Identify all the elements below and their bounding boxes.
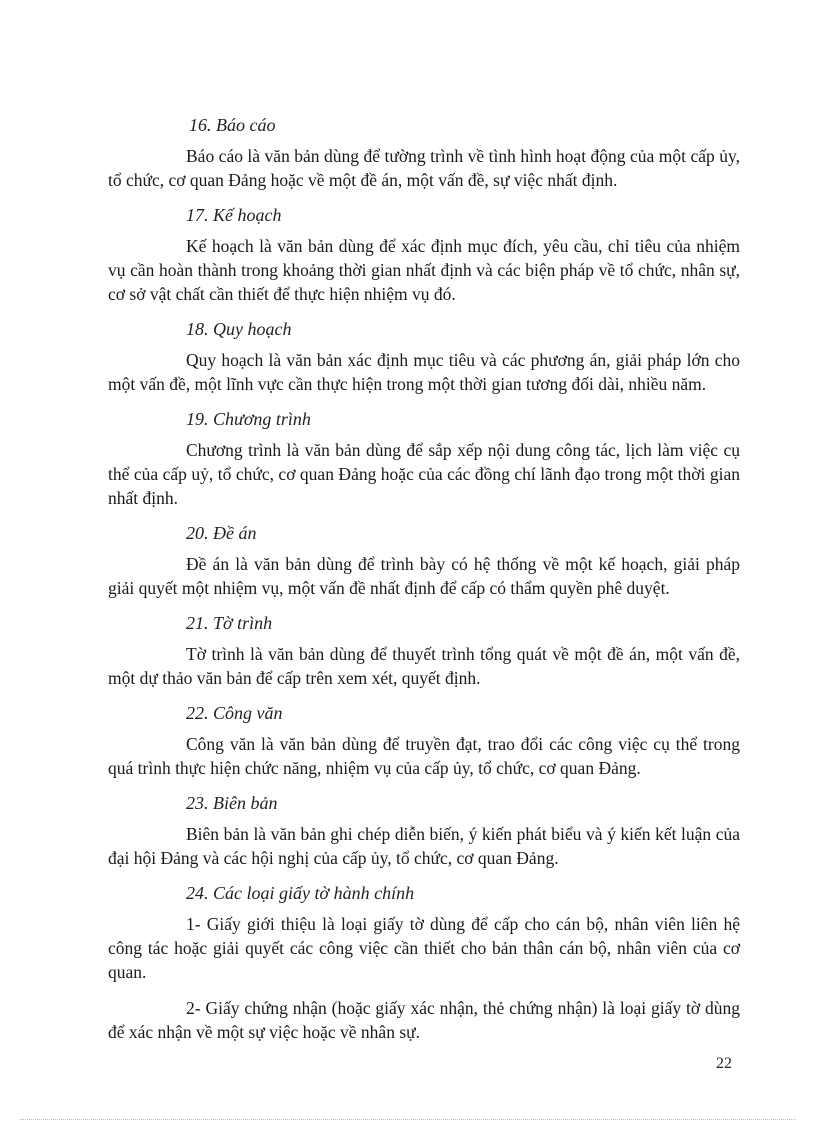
section-heading-23: 23. Biên bản <box>186 793 278 813</box>
section-heading-22: 22. Công văn <box>186 703 283 723</box>
section-paragraph-19: Chương trình là văn bản dùng để sắp xếp nội dung công tác, lịch làm việc cụ thể của cấp uỷ, tổ chức, cơ quan Đảng hoặc của các đồng chí lãnh đạo trong một thời gian nhất định. <box>108 440 740 508</box>
section-heading-18: 18. Quy hoạch <box>186 319 292 339</box>
section-heading-24: 24. Các loại giấy tờ hành chính <box>186 883 415 903</box>
section-heading-20: 20. Đề án <box>186 523 257 543</box>
page-number: 22 <box>716 1055 732 1072</box>
section-paragraph-24-2: 2- Giấy chứng nhận (hoặc giấy xác nhận, thẻ chứng nhận) là loại giấy tờ dùng để xác nhận về một sự việc hoặc về nhân sự. <box>108 998 740 1042</box>
section-paragraph-22: Công văn là văn bản dùng để truyền đạt, trao đổi các công việc cụ thể trong quá trình thực hiện chức năng, nhiệm vụ của cấp ủy, tổ chức, cơ quan Đảng. <box>108 734 740 778</box>
section-paragraph-16: Báo cáo là văn bản dùng để tường trình về tình hình hoạt động của một cấp ủy, tổ chức, cơ quan Đảng hoặc về một đề án, một vấn đề, sự việc nhất định. <box>108 146 740 190</box>
page-bottom-border <box>20 1119 796 1120</box>
section-heading-19: 19. Chương trình <box>186 409 311 429</box>
page-content <box>108 112 740 1054</box>
section-heading-21: 21. Tờ trình <box>186 613 273 633</box>
section-paragraph-21: Tờ trình là văn bản dùng để thuyết trình tổng quát về một đề án, một vấn đề, một dự thảo văn bản để cấp trên xem xét, quyết định. <box>108 644 740 688</box>
section-paragraph-20: Đề án là văn bản dùng để trình bày có hệ thống về một kế hoạch, giải pháp giải quyết một nhiệm vụ, một vấn đề nhất định để cấp có thẩm quyền phê duyệt. <box>108 554 740 598</box>
section-paragraph-23: Biên bản là văn bản ghi chép diễn biến, ý kiến phát biểu và ý kiến kết luận của đại hội Đảng và các hội nghị của cấp ủy, tổ chức, cơ quan Đảng. <box>108 824 740 868</box>
section-paragraph-24-1: 1- Giấy giới thiệu là loại giấy tờ dùng để cấp cho cán bộ, nhân viên liên hệ công tác hoặc giải quyết các công việc cần thiết cho bản thân cán bộ, nhân viên của cơ quan. <box>108 914 740 982</box>
section-paragraph-17: Kế hoạch là văn bản dùng để xác định mục đích, yêu cầu, chỉ tiêu của nhiệm vụ cần hoàn thành trong khoảng thời gian nhất định và các biện pháp về tổ chức, nhân sự, cơ sở vật chất cần thiết để thực hiện nhiệm vụ đó. <box>108 236 740 304</box>
section-heading-16: 16. Báo cáo <box>189 115 276 135</box>
section-heading-17: 17. Kế hoạch <box>186 205 282 225</box>
section-paragraph-18: Quy hoạch là văn bản xác định mục tiêu và các phương án, giải pháp lớn cho một vấn đề, một lĩnh vực cần thực hiện trong một thời gian tương đối dài, nhiều năm. <box>108 350 740 394</box>
